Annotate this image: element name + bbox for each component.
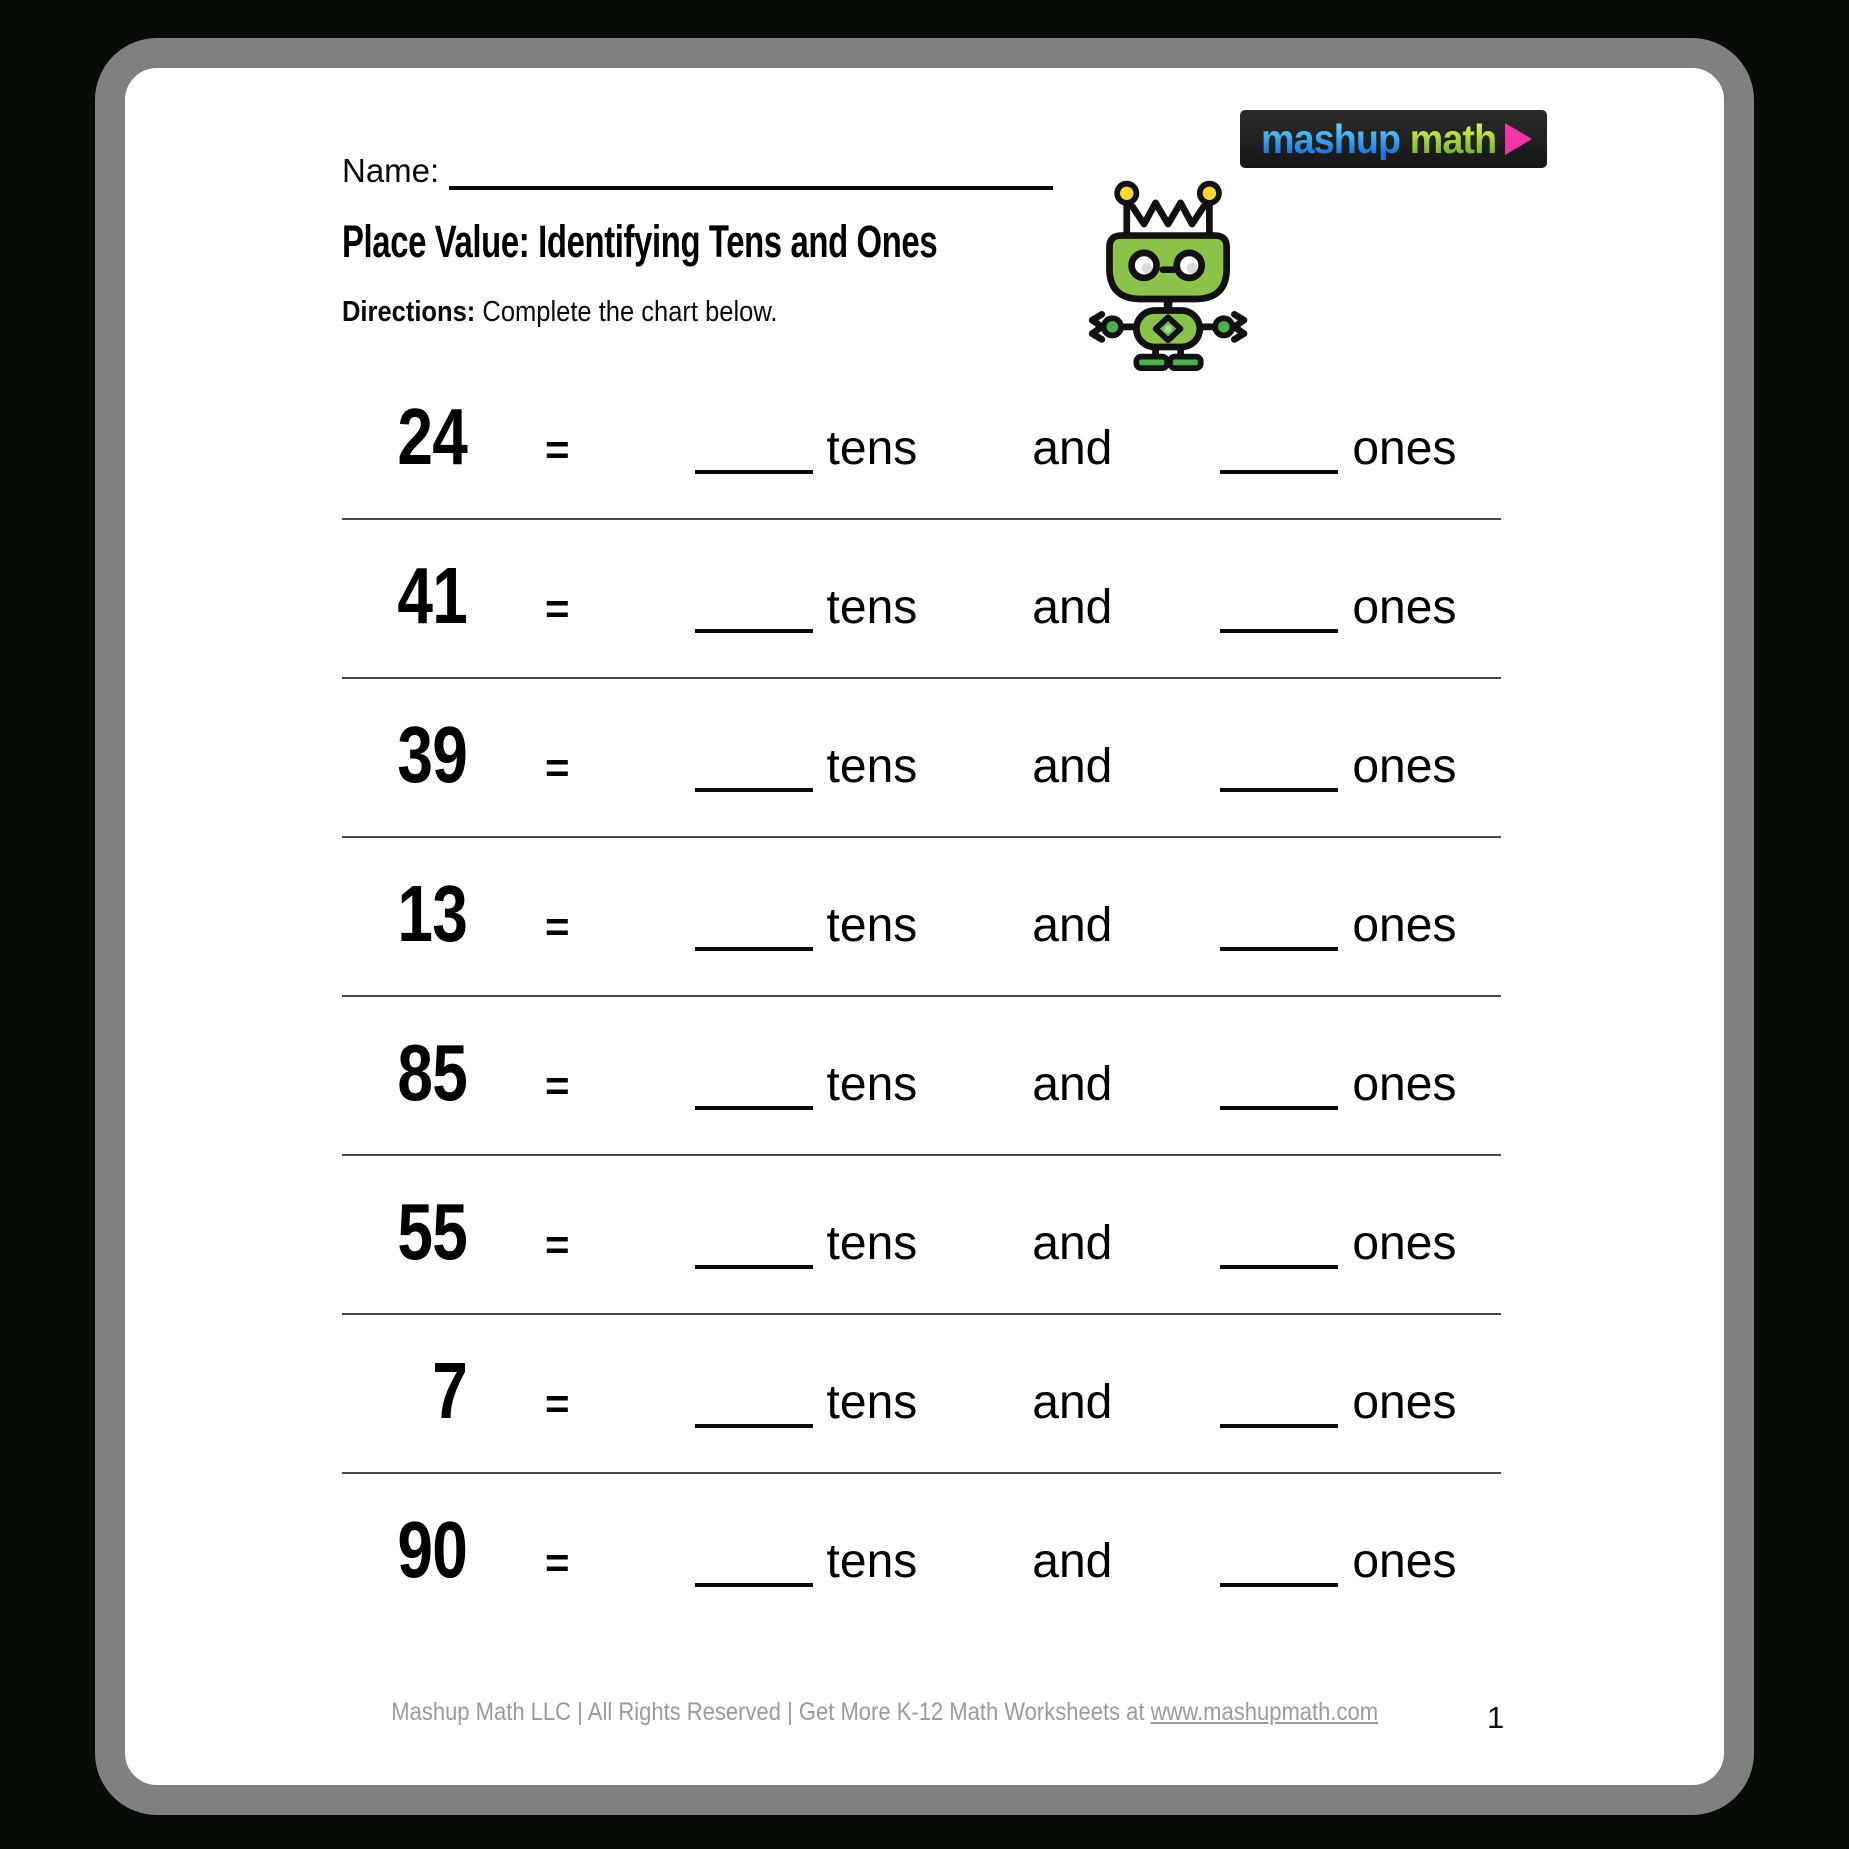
tens-blank	[695, 1106, 813, 1110]
ones-blank	[1220, 629, 1338, 633]
ones-label: ones	[1352, 899, 1457, 952]
tens-blank	[695, 1265, 813, 1269]
equals-sign: =	[545, 1539, 570, 1586]
ones-blank	[1220, 947, 1338, 951]
ones-label: ones	[1352, 1535, 1457, 1588]
tens-label: tens	[826, 1217, 918, 1270]
page-number: 1	[1487, 1700, 1505, 1735]
worksheet-row	[342, 361, 1501, 520]
tens-label: tens	[826, 1535, 918, 1588]
equals-sign: =	[545, 426, 570, 473]
footer	[305, 1698, 1465, 1727]
tens-blank	[695, 470, 813, 474]
ones-blank	[1220, 788, 1338, 792]
row-number: 85	[397, 1028, 467, 1117]
and-label: and	[1032, 422, 1113, 475]
and-label: and	[1032, 1535, 1113, 1588]
tens-label: tens	[826, 1376, 918, 1429]
name-label: Name:	[342, 152, 440, 189]
tens-blank	[695, 788, 813, 792]
tens-blank	[695, 1424, 813, 1428]
play-icon	[1505, 123, 1532, 155]
and-label: and	[1032, 1217, 1113, 1270]
worksheet-row	[342, 997, 1501, 1156]
and-label: and	[1032, 740, 1113, 793]
worksheet-row	[342, 1474, 1501, 1633]
directions-label: Directions:	[342, 296, 476, 328]
row-number: 7	[432, 1346, 467, 1435]
equals-sign: =	[545, 744, 570, 791]
footer-text: Mashup Math LLC | All Rights Reserved | Get More K-12 Math Worksheets at	[391, 1698, 1151, 1726]
ones-blank	[1220, 1583, 1338, 1587]
tens-blank	[695, 629, 813, 633]
ones-blank	[1220, 1424, 1338, 1428]
ones-label: ones	[1352, 740, 1457, 793]
mashupmath-logo	[1240, 110, 1547, 168]
ones-label: ones	[1352, 1058, 1457, 1111]
row-number: 13	[397, 869, 467, 958]
tens-label: tens	[826, 740, 918, 793]
equals-sign: =	[545, 585, 570, 632]
tens-blank	[695, 947, 813, 951]
and-label: and	[1032, 1376, 1113, 1429]
row-number: 90	[397, 1505, 467, 1594]
ones-blank	[1220, 470, 1338, 474]
directions-text: Complete the chart below.	[475, 296, 778, 328]
name-blank-line	[449, 186, 1053, 190]
tens-blank	[695, 1583, 813, 1587]
worksheet-row	[342, 679, 1501, 838]
equals-sign: =	[545, 1221, 570, 1268]
logo-word-mashup: mashup	[1260, 115, 1401, 162]
and-label: and	[1032, 581, 1113, 634]
worksheet-row	[342, 838, 1501, 997]
row-number: 55	[397, 1187, 467, 1276]
ones-blank	[1220, 1106, 1338, 1110]
name-row	[342, 152, 1053, 190]
worksheet-row	[342, 1156, 1501, 1315]
worksheet-row	[342, 520, 1501, 679]
directions	[342, 296, 837, 329]
robot-icon	[1081, 176, 1259, 372]
tens-label: tens	[826, 899, 918, 952]
ones-label: ones	[1352, 1217, 1457, 1270]
and-label: and	[1032, 1058, 1113, 1111]
page-title: Place Value: Identifying Tens and Ones	[342, 216, 938, 267]
tens-label: tens	[826, 581, 918, 634]
logo-word-math: math	[1409, 115, 1497, 162]
and-label: and	[1032, 899, 1113, 952]
equals-sign: =	[545, 1062, 570, 1109]
worksheet-row	[342, 1315, 1501, 1474]
ones-blank	[1220, 1265, 1338, 1269]
equals-sign: =	[545, 1380, 570, 1427]
tens-label: tens	[826, 1058, 918, 1111]
row-number: 41	[397, 551, 467, 640]
worksheet-rows	[342, 361, 1501, 1633]
ones-label: ones	[1352, 422, 1457, 475]
worksheet-page	[95, 38, 1754, 1815]
ones-label: ones	[1352, 581, 1457, 634]
tens-label: tens	[826, 422, 918, 475]
row-number: 24	[397, 392, 467, 481]
equals-sign: =	[545, 903, 570, 950]
ones-label: ones	[1352, 1376, 1457, 1429]
footer-link[interactable]: www.mashupmath.com	[1150, 1698, 1379, 1726]
row-number: 39	[397, 710, 467, 799]
